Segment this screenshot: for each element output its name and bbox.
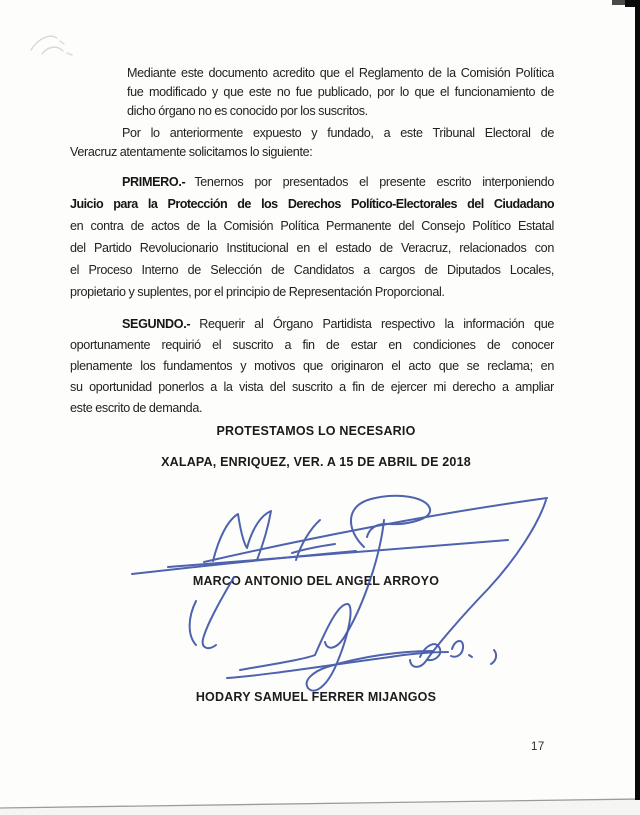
text-line: fue modificado y que este no fue publicado, por lo que el funcionamiento de (127, 85, 554, 99)
paragraph-segundo (70, 314, 554, 419)
text-line: propietario y suplentes, por el principio de Representación Proporcional. (70, 285, 445, 299)
text-line (70, 171, 554, 193)
text-line: en contra de actos de la Comisión Política Permanente del Consejo Político Estatal (70, 219, 554, 233)
text-line: plenamente los fundamentos y motivos que originaron el acto que se reclama; en (70, 359, 554, 373)
text-line (70, 314, 554, 335)
text-line: oportunamente requirió el suscrito a fin de estar en condiciones de conocer (70, 338, 554, 352)
paragraph-primero (70, 171, 554, 303)
text-line: el Proceso Interno de Selección de Candidatos a cargos de Diputados Locales, (70, 263, 554, 277)
page-number: 17 (531, 741, 545, 753)
paragraph-1 (127, 64, 554, 121)
text-line: este escrito de demanda. (70, 401, 203, 415)
text-line: del Partido Revolucionario Institucional en el estado de Veracruz, relacionados con (70, 241, 554, 255)
segundo-label: SEGUNDO.- (122, 317, 191, 331)
scan-edge-right (635, 0, 640, 800)
signature-2-ink (190, 601, 497, 691)
text-line: Mediante este documento acredito que el Reglamento de la Comisión Política (127, 66, 554, 80)
pencil-scribble (31, 36, 72, 55)
primero-label: PRIMERO.- (122, 175, 186, 189)
paragraph-2 (70, 124, 554, 162)
place-date-line: XALAPA, ENRIQUEZ, VER. A 15 DE ABRIL DE 2018 (161, 455, 471, 469)
text-line: dicho órgano no es conocido por los suscritos. (127, 104, 368, 118)
signatory-2-name: HODARY SAMUEL FERRER MIJANGOS (195, 690, 437, 704)
protest-line: PROTESTAMOS LO NECESARIO (216, 424, 416, 438)
text-line-bold: Juicio para la Protección de los Derechos Político-Electorales del Ciudadano (70, 197, 554, 211)
text-line: Veracruz atentamente solicitamos lo siguiente: (70, 145, 313, 159)
text-line: su oportunidad ponerlos a la vista del suscrito a fin de ejercer mi derecho a ampliar (70, 380, 554, 394)
signatory-1-name: MARCO ANTONIO DEL ANGEL ARROYO (192, 574, 440, 588)
paper-bottom-edge (0, 799, 640, 815)
text-run: Requerir al Órgano Partidista respectivo la información que (199, 317, 554, 331)
text-run: Tenernos por presentados el presente escrito interponiendo (194, 175, 554, 189)
text-line: Por lo anteriormente expuesto y fundado, a este Tribunal Electoral de (122, 126, 554, 140)
scan-edge-mark (612, 0, 625, 5)
